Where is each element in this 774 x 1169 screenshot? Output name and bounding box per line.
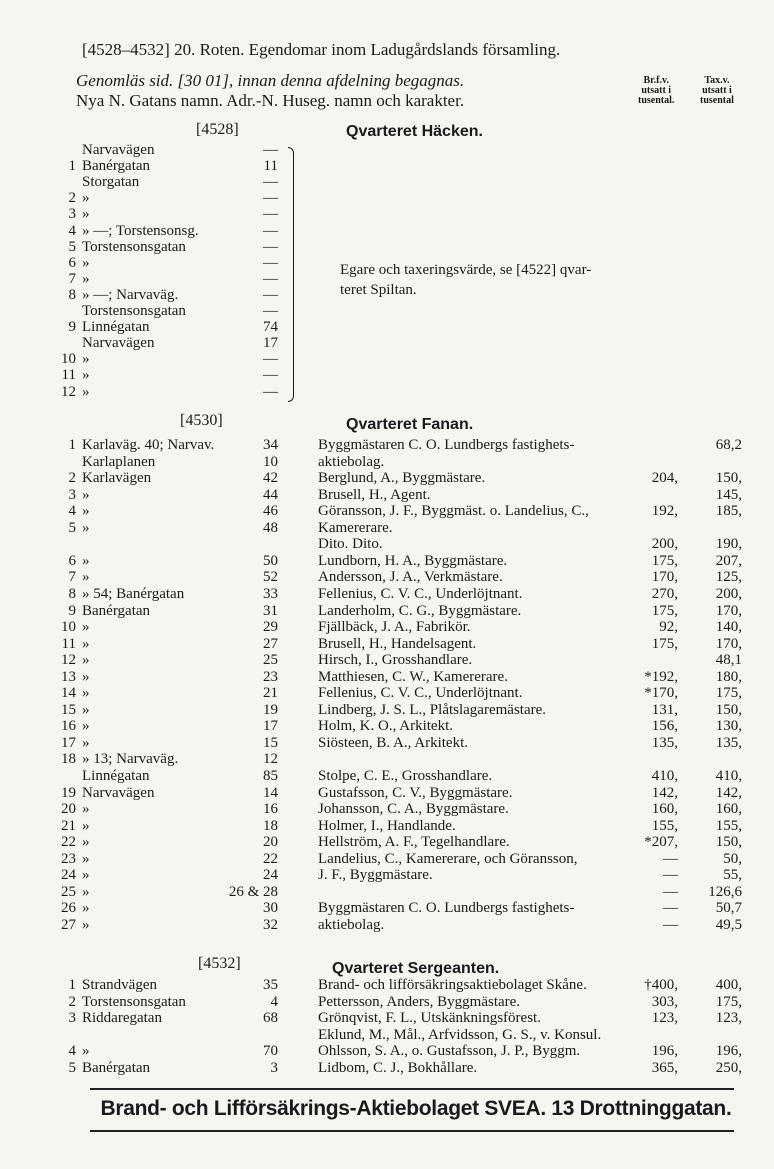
tax-value: 49,5 (715, 916, 742, 933)
street-name: » (82, 1043, 90, 1060)
street-name: Narvavägen (82, 784, 155, 801)
address-number: 12 (263, 751, 278, 768)
address-number: 50 (263, 552, 278, 569)
owner-name: Fellenius, C. V. C., Underlöjtnant. (318, 585, 523, 602)
fire-insurance-value: 92, (659, 619, 678, 636)
fire-insurance-value: 196, (651, 1043, 678, 1060)
row-number: 1 (68, 158, 76, 175)
row-number: 23 (61, 850, 76, 867)
street-name: Narvavägen (82, 335, 155, 352)
address-number: 34 (263, 437, 278, 453)
address-number: 33 (263, 585, 278, 602)
owner-name: Göransson, J. F., Byggmäst. o. Landelius, C., (318, 503, 589, 520)
street-name: Linnégatan (82, 768, 150, 784)
address-number: 14 (263, 784, 278, 801)
fire-insurance-value: 365, (651, 1060, 678, 1076)
brf-heading-line: tusental. (638, 95, 675, 106)
tax-value: 150, (715, 470, 742, 487)
street-name: » (82, 701, 90, 718)
address-number: 18 (263, 817, 278, 834)
owner-name: Ohlsson, S. A., o. Gustafsson, J. P., Byggm. (318, 1043, 581, 1060)
street-name: Banérgatan (82, 602, 151, 619)
row-number: 11 (61, 367, 76, 384)
street-name: » (82, 270, 90, 287)
address-number: — (263, 142, 278, 158)
address-number: 42 (263, 470, 278, 487)
address-number: — (263, 190, 278, 207)
row-number: 5 (68, 1060, 76, 1076)
street-name: » (82, 900, 90, 917)
fire-insurance-value: — (663, 850, 678, 867)
address-number: 27 (263, 635, 278, 652)
block-title: Qvarteret Fanan. (346, 416, 474, 433)
street-name: » (82, 190, 90, 207)
street-name: » (82, 652, 90, 669)
address-number: 48 (263, 519, 278, 536)
fire-insurance-value: 131, (651, 701, 678, 718)
street-name: » (82, 503, 90, 520)
tax-value: 142, (715, 784, 742, 801)
street-name: » (82, 486, 90, 503)
brf-heading-line: Br.f.v. (643, 75, 669, 86)
owner-name: Landerholm, C. G., Byggmästare. (318, 602, 522, 619)
tax-value: 150, (715, 701, 742, 718)
row-number: 7 (68, 569, 76, 586)
owner-name: Siösteen, B. A., Arkitekt. (318, 734, 468, 751)
fire-insurance-value: 175, (651, 635, 678, 652)
column-headings: Nya N. Gatans namn. Adr.-N. Huseg. namn och karakter. (76, 91, 465, 110)
row-number: 21 (61, 817, 76, 834)
street-name: Karlaväg. 40; Narvav. (82, 437, 215, 453)
fire-insurance-value: 410, (651, 768, 678, 784)
street-name: Torstensonsgatan (82, 993, 186, 1010)
tax-value: 68,2 (715, 437, 742, 453)
owner-name: Brand- och lifförsäkringsaktiebolaget Skåne. (318, 977, 587, 993)
address-number: 23 (263, 668, 278, 685)
street-name: » 13; Narvaväg. (82, 751, 179, 768)
fire-insurance-value: 204, (651, 470, 678, 487)
street-name: Riddaregatan (82, 1010, 162, 1027)
owner-name: Kamererare. (318, 519, 393, 536)
tax-value: 55, (723, 867, 742, 884)
tax-heading-line: Tax.v. (704, 75, 730, 86)
street-name: » (82, 883, 90, 900)
street-name: » (82, 685, 90, 702)
tax-value: 126,6 (708, 883, 742, 900)
owner-name: Lundborn, H. A., Byggmästare. (318, 552, 508, 569)
tax-value: 170, (715, 635, 742, 652)
address-number: 68 (263, 1010, 278, 1027)
street-name: Banérgatan (82, 158, 151, 175)
owner-name: Berglund, A., Byggmästare. (318, 470, 486, 487)
tax-value: 140, (715, 619, 742, 636)
street-name: » (82, 552, 90, 569)
owner-name: aktiebolag. (318, 916, 385, 933)
owner-name: Holm, K. O., Arkitekt. (318, 718, 453, 735)
owner-name: Lindberg, J. S. L., Plåtslagaremästare. (318, 701, 547, 718)
address-number: — (263, 270, 278, 287)
row-number: 9 (68, 602, 76, 619)
fire-insurance-value: — (663, 883, 678, 900)
tax-value: 185, (715, 503, 742, 520)
street-name: » (82, 850, 90, 867)
street-name: » (82, 254, 90, 271)
tax-value: 50,7 (715, 900, 742, 917)
fire-insurance-value: *170, (644, 685, 678, 702)
fire-insurance-value: 135, (651, 734, 678, 751)
block-note (340, 260, 591, 300)
row-number: 9 (68, 319, 76, 336)
tax-value: 125, (715, 569, 742, 586)
group-brace (288, 147, 294, 402)
row-number: 7 (68, 270, 76, 287)
street-name: Narvavägen (82, 142, 155, 158)
tax-value: 175, (715, 993, 742, 1010)
tax-value: 170, (715, 602, 742, 619)
row-number: 1 (68, 977, 76, 993)
row-number: 8 (68, 585, 76, 602)
row-number: 4 (68, 503, 76, 520)
row-number: 12 (61, 383, 76, 400)
fire-insurance-value: 170, (651, 569, 678, 586)
fire-insurance-value: — (663, 916, 678, 933)
row-number: 20 (61, 801, 76, 818)
row-number: 26 (61, 900, 76, 917)
tax-value: 155, (715, 817, 742, 834)
owner-name: aktiebolag. (318, 453, 385, 470)
street-name: » (82, 383, 90, 400)
row-number: 12 (61, 652, 76, 669)
row-number: 22 (61, 834, 76, 851)
note-line: teret Spiltan. (340, 282, 417, 298)
owner-name: J. F., Byggmästare. (318, 867, 433, 884)
tax-value: 150, (715, 834, 742, 851)
row-number: 27 (61, 916, 76, 933)
address-number: 24 (263, 867, 278, 884)
owner-name: Grönqvist, F. L., Utskänkningsförest. (318, 1010, 541, 1027)
street-name: » —; Torstensonsg. (82, 222, 199, 239)
row-number: 1 (68, 437, 76, 453)
street-name: Karlavägen (82, 470, 152, 487)
row-number: 4 (68, 1043, 76, 1060)
address-number: 26 & 28 (228, 883, 278, 900)
fire-insurance-value: 155, (651, 817, 678, 834)
address-number: — (263, 222, 278, 239)
street-name: » (82, 817, 90, 834)
tax-heading-line: utsatt i (702, 85, 732, 96)
address-number: 70 (263, 1043, 278, 1060)
address-number: 30 (263, 900, 278, 917)
tax-value: 250, (715, 1060, 742, 1076)
owner-name: Byggmästaren C. O. Lundbergs fastighets- (318, 900, 575, 917)
fire-insurance-value: 303, (651, 993, 678, 1010)
address-number: 17 (263, 335, 278, 352)
fire-insurance-value: 175, (651, 552, 678, 569)
row-number: 17 (61, 734, 76, 751)
owner-name: Eklund, M., Mål., Arfvidsson, G. S., v. Konsul. (318, 1026, 602, 1043)
fire-insurance-value: 156, (651, 718, 678, 735)
address-number: 74 (263, 319, 278, 336)
fire-insurance-value: *207, (644, 834, 678, 851)
address-number: 31 (263, 602, 278, 619)
row-number: 13 (61, 668, 76, 685)
address-number: — (263, 351, 278, 368)
row-number: 5 (68, 238, 76, 255)
street-name: » (82, 801, 90, 818)
footer-rule-top (90, 1088, 734, 1090)
address-number: 29 (263, 619, 278, 636)
owner-name: Fellenius, C. V. C., Underlöjtnant. (318, 685, 523, 702)
owner-name: Landelius, C., Kamererare, och Göransson, (318, 850, 578, 867)
page-header: [4528–4532] 20. Roten. Egendomar inom Ladugårdslands församling. (82, 40, 561, 59)
address-number: — (263, 367, 278, 384)
address-number: — (263, 254, 278, 271)
address-number: — (263, 238, 278, 255)
fire-insurance-value: 175, (651, 602, 678, 619)
fire-insurance-value: — (663, 900, 678, 917)
address-number: 32 (263, 916, 278, 933)
address-number: 35 (263, 977, 278, 993)
row-number: 2 (68, 470, 76, 487)
address-number: — (263, 286, 278, 303)
street-name: » (82, 834, 90, 851)
row-number: 3 (68, 486, 76, 503)
owner-name: Pettersson, Anders, Byggmästare. (318, 993, 521, 1010)
street-name: » (82, 367, 90, 384)
street-name: » (82, 569, 90, 586)
row-number: 2 (68, 190, 76, 207)
fire-insurance-value: †400, (644, 977, 678, 993)
address-number: 15 (263, 734, 278, 751)
street-name: » 54; Banérgatan (82, 585, 185, 602)
address-number: 21 (263, 685, 278, 702)
row-number: 6 (68, 254, 76, 271)
street-name: » (82, 734, 90, 751)
block-title: Qvarteret Sergeanten. (332, 960, 500, 977)
tax-value: 190, (715, 536, 742, 553)
fire-insurance-value: 142, (651, 784, 678, 801)
owner-name: Byggmästaren C. O. Lundbergs fastighets- (318, 437, 575, 453)
address-number: 85 (263, 768, 278, 784)
street-name: » (82, 867, 90, 884)
footer-rule-bottom (90, 1130, 734, 1132)
row-number: 3 (68, 1010, 76, 1027)
fire-insurance-value: *192, (644, 668, 678, 685)
address-number: 10 (263, 453, 278, 470)
tax-value: 175, (715, 685, 742, 702)
address-number: 44 (263, 486, 278, 503)
row-number: 25 (61, 883, 76, 900)
owner-name: Brusell, H., Agent. (318, 486, 431, 503)
street-name: Linnégatan (82, 319, 150, 336)
fire-insurance-value: 123, (651, 1010, 678, 1027)
owner-name: Matthiesen, C. W., Kamererare. (318, 668, 508, 685)
tax-value: 200, (715, 585, 742, 602)
street-name: Strandvägen (82, 977, 157, 993)
tax-value: 207, (715, 552, 742, 569)
address-number: 20 (263, 834, 278, 851)
row-number: 19 (61, 784, 76, 801)
owner-name: Hirsch, I., Grosshandlare. (318, 652, 473, 669)
street-name: » (82, 635, 90, 652)
street-name: » (82, 916, 90, 933)
owner-name: Brusell, H., Handelsagent. (318, 635, 477, 652)
street-name: » (82, 668, 90, 685)
fire-insurance-value: 192, (651, 503, 678, 520)
note-line: Egare och taxeringsvärde, se [4522] qvar- (340, 262, 592, 278)
address-number: — (263, 174, 278, 191)
address-number: 3 (270, 1060, 278, 1076)
street-name: » (82, 619, 90, 636)
owner-name: Gustafsson, C. V., Byggmästare. (318, 784, 513, 801)
tax-value: 400, (715, 977, 742, 993)
tax-value: 48,1 (715, 652, 742, 669)
tax-value: 160, (715, 801, 742, 818)
tax-value: 123, (715, 1010, 742, 1027)
fire-insurance-value: 200, (651, 536, 678, 553)
owner-name: Hellström, A. F., Tegelhandlare. (318, 834, 510, 851)
street-name: Storgatan (82, 174, 140, 191)
row-number: 24 (61, 867, 76, 884)
row-number: 5 (68, 519, 76, 536)
tax-heading-line: tusental (700, 95, 734, 106)
owner-name: Holmer, I., Handlande. (318, 817, 456, 834)
block-number: [4532] (198, 955, 241, 972)
street-name: Torstensonsgatan (82, 303, 186, 319)
owner-name: Lidbom, C. J., Bokhållare. (318, 1060, 478, 1076)
owner-name: Johansson, C. A., Byggmästare. (318, 801, 509, 818)
street-name: » (82, 718, 90, 735)
tax-value: 180, (715, 668, 742, 685)
row-number: 4 (68, 222, 76, 239)
tax-value: 145, (715, 486, 742, 503)
tax-column-heading (700, 76, 734, 106)
row-number: 3 (68, 206, 76, 223)
tax-value: 410, (715, 768, 742, 784)
advertisement-footer: Brand- och Lifförsäkrings-Aktiebolaget SVEA. 13 Drottninggatan. (100, 1097, 732, 1120)
reading-instruction: Genomläs sid. [30 01], innan denna afdelning begagnas. (76, 71, 465, 90)
address-number: 46 (263, 503, 278, 520)
street-name: Karlaplanen (82, 453, 156, 470)
tax-value: 196, (715, 1043, 742, 1060)
address-number: 17 (263, 718, 278, 735)
block-number: [4528] (196, 121, 239, 138)
address-number: 4 (270, 993, 278, 1010)
owner-name: Fjällbäck, J. A., Fabrikör. (318, 619, 471, 636)
row-number: 15 (61, 701, 76, 718)
address-number: 25 (263, 652, 278, 669)
street-name: Banérgatan (82, 1060, 151, 1076)
row-number: 2 (68, 993, 76, 1010)
fire-insurance-value: — (663, 867, 678, 884)
block-title: Qvarteret Häcken. (346, 123, 483, 140)
owner-name: Dito. Dito. (318, 536, 383, 553)
fire-insurance-value: 160, (651, 801, 678, 818)
address-number: 16 (263, 801, 278, 818)
address-number: 52 (263, 569, 278, 586)
street-name: » (82, 206, 90, 223)
address-number: — (263, 383, 278, 400)
tax-value: 130, (715, 718, 742, 735)
brf-heading-line: utsatt i (641, 85, 672, 96)
tax-value: 135, (715, 734, 742, 751)
row-number: 16 (61, 718, 76, 735)
street-name: » (82, 519, 90, 536)
address-number: 11 (263, 158, 278, 175)
address-number: — (263, 303, 278, 319)
row-number: 10 (61, 619, 76, 636)
row-number: 18 (61, 751, 76, 768)
street-name: » —; Narvaväg. (82, 286, 179, 303)
row-number: 11 (61, 635, 76, 652)
row-number: 8 (68, 286, 76, 303)
tax-value: 50, (723, 850, 742, 867)
fire-insurance-value: 270, (651, 585, 678, 602)
row-number: 10 (61, 351, 76, 368)
street-name: » (82, 351, 90, 368)
street-name: Torstensonsgatan (82, 238, 186, 255)
brf-column-heading (638, 76, 674, 106)
address-number: 22 (263, 850, 278, 867)
row-number: 6 (68, 552, 76, 569)
row-number: 14 (61, 685, 76, 702)
owner-name: Stolpe, C. E., Grosshandlare. (318, 768, 493, 784)
address-number: 19 (263, 701, 278, 718)
block-number: [4530] (180, 412, 223, 429)
owner-name: Andersson, J. A., Verkmästare. (318, 569, 503, 586)
address-number: — (263, 206, 278, 223)
